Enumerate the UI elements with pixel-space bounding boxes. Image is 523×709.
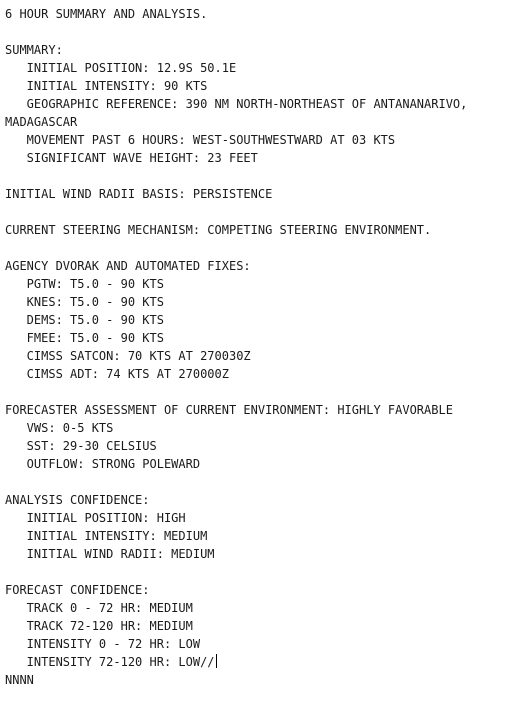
- document-line: [5, 401, 523, 419]
- document-line: [5, 185, 523, 203]
- document-line: [5, 257, 523, 275]
- document-line: [5, 311, 523, 329]
- line-text: CIMSS ADT: 74 KTS AT 270000Z: [5, 367, 229, 381]
- document-line: [5, 437, 523, 455]
- document-line: [5, 5, 523, 23]
- document-line: [5, 41, 523, 59]
- document-line: [5, 527, 523, 545]
- line-text: INITIAL POSITION: HIGH: [5, 511, 186, 525]
- line-text: SIGNIFICANT WAVE HEIGHT: 23 FEET: [5, 151, 258, 165]
- text-cursor: [216, 654, 217, 668]
- document-line: [5, 239, 523, 257]
- line-text: INITIAL WIND RADII BASIS: PERSISTENCE: [5, 187, 273, 201]
- line-text: TRACK 0 - 72 HR: MEDIUM: [5, 601, 193, 615]
- line-text: PGTW: T5.0 - 90 KTS: [5, 277, 164, 291]
- document-line: [5, 653, 523, 671]
- line-text: KNES: T5.0 - 90 KTS: [5, 295, 164, 309]
- document-line: [5, 617, 523, 635]
- line-text: FMEE: T5.0 - 90 KTS: [5, 331, 164, 345]
- document-line: [5, 167, 523, 185]
- line-text: INTENSITY 0 - 72 HR: LOW: [5, 637, 201, 651]
- document-line: [5, 365, 523, 383]
- line-text: FORECAST CONFIDENCE:: [5, 583, 150, 597]
- line-text: AGENCY DVORAK AND AUTOMATED FIXES:: [5, 259, 251, 273]
- document-line: [5, 473, 523, 491]
- document-line: [5, 491, 523, 509]
- document-line: [5, 581, 523, 599]
- document-line: [5, 545, 523, 563]
- line-text: CURRENT STEERING MECHANISM: COMPETING STEERING ENVIRONMENT.: [5, 223, 432, 237]
- document-line: [5, 113, 523, 131]
- line-text: INITIAL INTENSITY: 90 KTS: [5, 79, 208, 93]
- document-line: [5, 149, 523, 167]
- line-text: MADAGASCAR: [5, 115, 78, 129]
- line-text: MOVEMENT PAST 6 HOURS: WEST-SOUTHWESTWARD AT 03 KTS: [5, 133, 396, 147]
- document-line: [5, 275, 523, 293]
- line-text: FORECASTER ASSESSMENT OF CURRENT ENVIRONMENT: HIGHLY FAVORABLE: [5, 403, 453, 417]
- line-text: INITIAL WIND RADII: MEDIUM: [5, 547, 215, 561]
- line-text: OUTFLOW: STRONG POLEWARD: [5, 457, 201, 471]
- line-text: 6 HOUR SUMMARY AND ANALYSIS.: [5, 7, 208, 21]
- document-line: [5, 347, 523, 365]
- line-text: NNNN: [5, 673, 34, 687]
- line-text: INITIAL INTENSITY: MEDIUM: [5, 529, 208, 543]
- line-text: INITIAL POSITION: 12.9S 50.1E: [5, 61, 237, 75]
- document-line: [5, 563, 523, 581]
- line-text: TRACK 72-120 HR: MEDIUM: [5, 619, 193, 633]
- document-line: [5, 455, 523, 473]
- line-text: DEMS: T5.0 - 90 KTS: [5, 313, 164, 327]
- document-line: [5, 509, 523, 527]
- document-line: [5, 131, 523, 149]
- line-text: VWS: 0-5 KTS: [5, 421, 114, 435]
- document-line: [5, 599, 523, 617]
- document-line: [5, 203, 523, 221]
- document-line: [5, 95, 523, 113]
- document-line: [5, 293, 523, 311]
- line-text: INTENSITY 72-120 HR: LOW//: [5, 655, 215, 669]
- document-line: [5, 329, 523, 347]
- document-line: [5, 383, 523, 401]
- document-line: [5, 77, 523, 95]
- document-line: [5, 419, 523, 437]
- line-text: SST: 29-30 CELSIUS: [5, 439, 157, 453]
- document-line: [5, 221, 523, 239]
- document-line: [5, 59, 523, 77]
- line-text: SUMMARY:: [5, 43, 63, 57]
- line-text: GEOGRAPHIC REFERENCE: 390 NM NORTH-NORTHEAST OF ANTANANARIVO,: [5, 97, 468, 111]
- document-line: [5, 671, 523, 689]
- line-text: ANALYSIS CONFIDENCE:: [5, 493, 150, 507]
- line-text: CIMSS SATCON: 70 KTS AT 270030Z: [5, 349, 251, 363]
- document-line: [5, 23, 523, 41]
- document-line: [5, 635, 523, 653]
